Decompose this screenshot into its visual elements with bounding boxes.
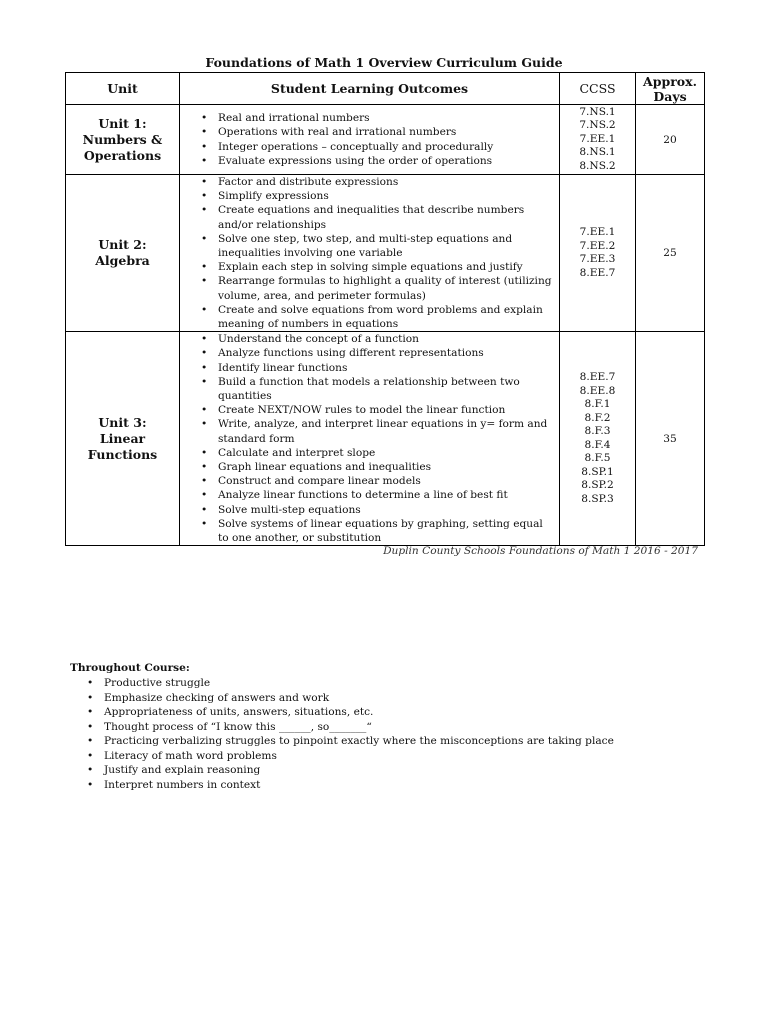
unit-cell bbox=[66, 332, 180, 546]
outcome-item: • Evaluate expressions using the order of operations bbox=[218, 154, 555, 168]
throughout-item: • Interpret numbers in context bbox=[104, 778, 744, 793]
unit-label-line: Unit 2: bbox=[98, 237, 147, 253]
unit-label-line: Operations bbox=[83, 147, 162, 163]
outcome-item: • Solve multi-step equations bbox=[218, 503, 555, 517]
ccss-code: 7.EE.3 bbox=[579, 253, 616, 266]
header-ccss: CCSS bbox=[560, 73, 636, 105]
throughout-item: • Justify and explain reasoning bbox=[104, 763, 744, 778]
outcomes-cell bbox=[180, 105, 560, 175]
outcome-item: • Build a function that models a relationship between two quantities bbox=[218, 375, 555, 403]
ccss-cell bbox=[560, 175, 636, 332]
outcome-item: • Understand the concept of a function bbox=[218, 332, 555, 346]
ccss-code: 8.F.1 bbox=[584, 398, 611, 411]
unit-label-line: Numbers & bbox=[82, 131, 163, 147]
ccss-cell bbox=[560, 332, 636, 546]
throughout-item: • Practicing verbalizing struggles to pinpoint exactly where the misconceptions are taking place bbox=[104, 734, 744, 749]
throughout-title: Throughout Course: bbox=[70, 662, 190, 674]
outcome-item: • Graph linear equations and inequalities bbox=[218, 460, 555, 474]
throughout-item: • Productive struggle bbox=[104, 676, 744, 691]
outcome-item: • Factor and distribute expressions bbox=[218, 175, 555, 189]
outcome-item: • Create and solve equations from word problems and explain meaning of numbers in equations bbox=[218, 303, 555, 331]
days-cell: 25 bbox=[636, 175, 705, 332]
ccss-code: 8.NS.1 bbox=[579, 146, 616, 159]
ccss-code: 8.NS.2 bbox=[579, 159, 616, 172]
ccss-code: 8.SP.3 bbox=[581, 492, 614, 505]
days-cell: 20 bbox=[636, 105, 705, 175]
table-header-row bbox=[66, 73, 705, 105]
ccss-code: 8.F.4 bbox=[584, 438, 611, 451]
ccss-code: 7.NS.1 bbox=[579, 105, 616, 118]
outcome-item: • Operations with real and irrational numbers bbox=[218, 125, 555, 139]
outcome-item: • Analyze functions using different representations bbox=[218, 346, 555, 360]
header-unit: Unit bbox=[66, 73, 180, 105]
outcomes-list bbox=[180, 175, 555, 331]
throughout-item: • Appropriateness of units, answers, situations, etc. bbox=[104, 705, 744, 720]
header-days: Approx. Days bbox=[636, 73, 705, 105]
outcome-item: • Solve systems of linear equations by graphing, setting equal to one another, or substitution bbox=[218, 517, 555, 545]
throughout-item: • Emphasize checking of answers and work bbox=[104, 691, 744, 706]
table-row bbox=[66, 175, 705, 332]
ccss-code: 7.EE.1 bbox=[579, 226, 616, 239]
ccss-code: 7.EE.1 bbox=[579, 132, 616, 145]
ccss-code: 7.NS.2 bbox=[579, 119, 616, 132]
ccss-code: 7.EE.2 bbox=[579, 239, 616, 252]
throughout-list bbox=[70, 676, 744, 792]
outcomes-list bbox=[180, 111, 555, 168]
ccss-code: 8.EE.7 bbox=[579, 371, 616, 384]
throughout-item: • Thought process of “I know this ______, so_______“ bbox=[104, 720, 744, 735]
ccss-code: 8.F.3 bbox=[584, 425, 611, 438]
footer-note: Duplin County Schools Foundations of Math 1 2016 - 2017 bbox=[383, 545, 698, 557]
outcome-item: • Create equations and inequalities that describe numbers and/or relationships bbox=[218, 203, 555, 231]
outcome-item: • Solve one step, two step, and multi-step equations and inequalities involving one variable bbox=[218, 232, 555, 260]
outcome-item: • Create NEXT/NOW rules to model the linear function bbox=[218, 403, 555, 417]
outcomes-cell bbox=[180, 175, 560, 332]
outcomes-cell bbox=[180, 332, 560, 546]
table-row bbox=[66, 105, 705, 175]
ccss-cell bbox=[560, 105, 636, 175]
ccss-code: 8.EE.7 bbox=[579, 266, 616, 279]
unit-label-line: Unit 3: bbox=[98, 414, 147, 430]
ccss-code: 8.SP.1 bbox=[581, 465, 614, 478]
page-title: Foundations of Math 1 Overview Curriculum Guide bbox=[205, 55, 563, 70]
unit-label-line: Algebra bbox=[95, 253, 150, 269]
unit-label-line: Linear bbox=[99, 430, 146, 446]
ccss-code: 8.SP.2 bbox=[581, 479, 614, 492]
outcome-item: • Analyze linear functions to determine a line of best fit bbox=[218, 488, 555, 502]
table-row bbox=[66, 332, 705, 546]
outcome-item: • Rearrange formulas to highlight a quality of interest (utilizing volume, area, and perimeter formulas) bbox=[218, 274, 555, 302]
outcome-item: • Explain each step in solving simple equations and justify bbox=[218, 260, 555, 274]
outcome-item: • Integer operations – conceptually and procedurally bbox=[218, 140, 555, 154]
outcome-item: • Calculate and interpret slope bbox=[218, 446, 555, 460]
throughout-item: • Literacy of math word problems bbox=[104, 749, 744, 764]
days-cell: 35 bbox=[636, 332, 705, 546]
unit-cell bbox=[66, 175, 180, 332]
outcome-item: • Write, analyze, and interpret linear equations in y= form and standard form bbox=[218, 417, 555, 445]
unit-cell bbox=[66, 105, 180, 175]
header-outcomes: Student Learning Outcomes bbox=[180, 73, 560, 105]
ccss-code: 8.F.5 bbox=[584, 452, 611, 465]
ccss-code: 8.EE.8 bbox=[579, 384, 616, 397]
outcomes-list bbox=[180, 332, 555, 545]
outcome-item: • Construct and compare linear models bbox=[218, 474, 555, 488]
unit-label-line: Functions bbox=[87, 446, 158, 462]
ccss-code: 8.F.2 bbox=[584, 411, 611, 424]
curriculum-table bbox=[65, 72, 705, 546]
outcome-item: • Identify linear functions bbox=[218, 361, 555, 375]
outcome-item: • Simplify expressions bbox=[218, 189, 555, 203]
unit-label-line: Unit 1: bbox=[98, 115, 147, 131]
outcome-item: • Real and irrational numbers bbox=[218, 111, 555, 125]
